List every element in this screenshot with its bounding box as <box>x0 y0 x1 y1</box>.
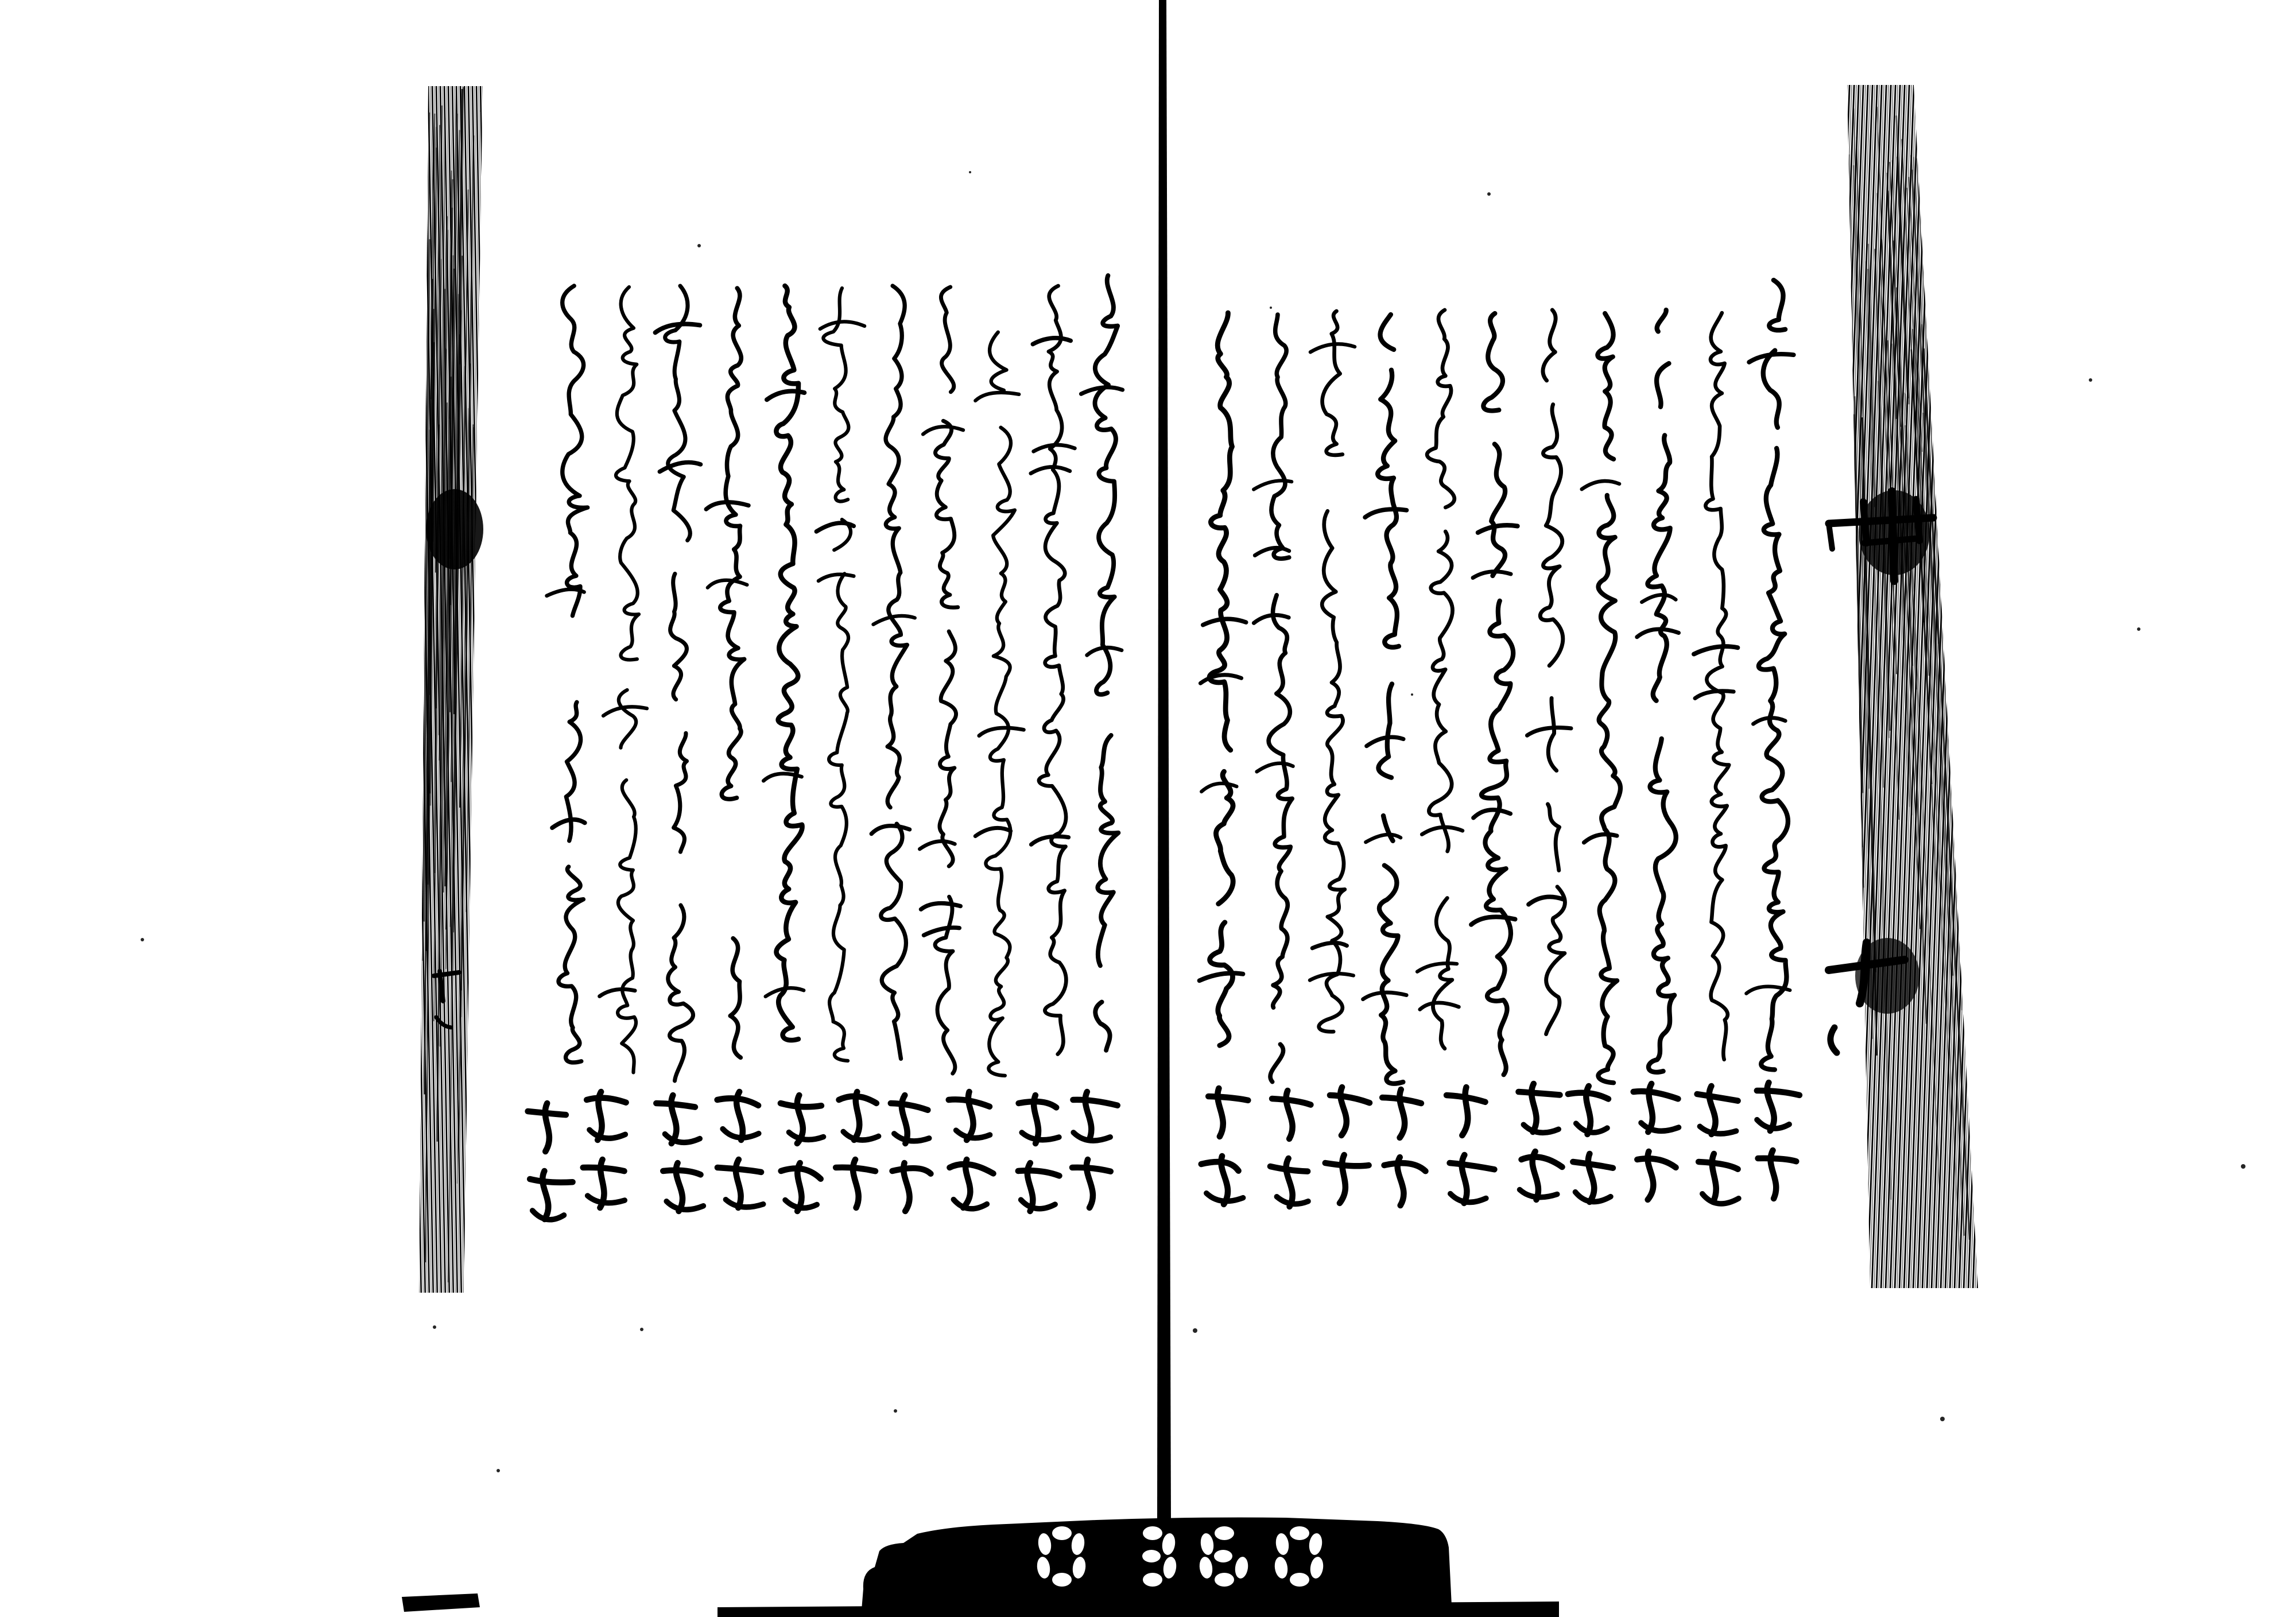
handwritten-text-column <box>1417 310 1463 1049</box>
author-name-signature <box>1382 1089 1425 1205</box>
handwritten-text-column <box>656 286 701 1081</box>
handwritten-text-column <box>763 286 804 1040</box>
handwritten-text-column <box>816 288 864 1061</box>
frame-counter <box>402 1518 1559 1617</box>
author-name-signature <box>1697 1086 1739 1204</box>
author-name-signature <box>528 1103 573 1220</box>
author-name-signature <box>836 1092 878 1208</box>
handwritten-text-column <box>1746 280 1793 1069</box>
author-name-signature <box>1446 1087 1494 1203</box>
handwritten-text-column <box>547 286 588 1063</box>
handwritten-text-column <box>1363 315 1406 1084</box>
author-name-signature <box>1757 1083 1799 1199</box>
handwritten-text-column <box>975 332 1023 1076</box>
left-page-author-names <box>528 1092 1118 1220</box>
right-page-binding-edge <box>1847 85 1978 1288</box>
author-name-signature <box>1201 1088 1248 1204</box>
author-name-signature <box>1325 1087 1370 1203</box>
author-name-signature <box>781 1095 824 1211</box>
binding-edge-marks <box>434 491 1933 1053</box>
edge-mark-flick <box>1830 1027 1837 1053</box>
author-name-signature <box>1270 1091 1310 1207</box>
handwritten-text-column <box>1527 310 1571 1034</box>
handwritten-text-column <box>871 286 915 1058</box>
handwritten-text-column <box>1582 313 1620 1083</box>
right-page-handwritten-columns <box>1200 280 1794 1084</box>
handwritten-text-column <box>1254 315 1293 1082</box>
handwritten-text-column <box>1694 313 1737 1060</box>
handwritten-text-column <box>706 288 748 1057</box>
handwritten-text-column <box>1200 313 1246 1045</box>
handwritten-text-column <box>1310 311 1355 1032</box>
author-name-signature <box>656 1095 703 1211</box>
author-name-signature <box>1634 1084 1679 1200</box>
author-name-signature <box>583 1092 626 1208</box>
author-name-signature <box>1568 1086 1613 1202</box>
handwritten-text-column <box>1637 310 1679 1072</box>
author-name-signature <box>1018 1095 1060 1211</box>
handwritten-text-column <box>920 287 963 1073</box>
left-page-binding-edge <box>419 86 483 1293</box>
handwritten-text-column <box>1471 313 1518 1075</box>
right-page-author-names <box>1201 1083 1799 1207</box>
author-name-signature <box>949 1092 994 1209</box>
author-name-signature <box>891 1095 931 1211</box>
handwritten-text-column <box>1031 286 1075 1054</box>
left-page-handwritten-columns <box>547 276 1123 1081</box>
author-name-signature <box>1072 1092 1118 1208</box>
author-name-signature <box>1518 1084 1562 1200</box>
author-name-signature <box>718 1092 763 1208</box>
book-spine-center-line <box>1157 0 1171 1521</box>
handwritten-text-column <box>600 287 647 1072</box>
handwritten-text-column <box>1081 276 1122 1050</box>
